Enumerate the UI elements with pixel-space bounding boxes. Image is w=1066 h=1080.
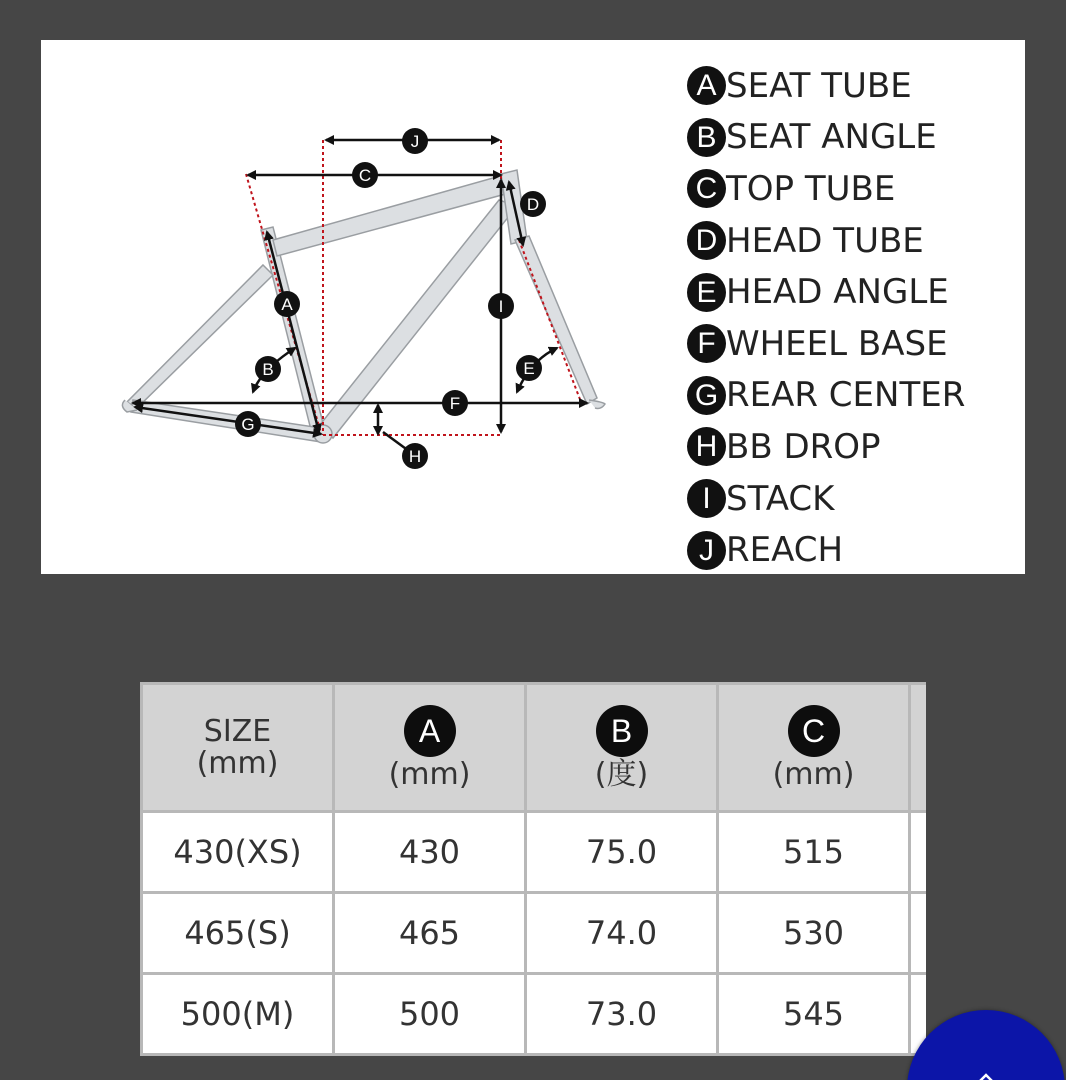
legend-item [687, 163, 1017, 215]
geometry-table-scroll[interactable] [140, 682, 926, 1066]
table-cell: 74.0 [526, 893, 718, 974]
header-unit: (mm) [196, 745, 279, 781]
legend-badge: E [687, 273, 726, 312]
label-badge-d-text: D [526, 195, 540, 214]
legend-item [687, 318, 1017, 370]
legend-label: REACH [726, 530, 844, 571]
chevron-up-icon [977, 1068, 995, 1080]
geometry-table [140, 682, 926, 1056]
header-top-tube [718, 684, 910, 812]
label-badge-f [442, 390, 468, 416]
table-cell: 545 [718, 974, 910, 1055]
label-badge-g [235, 411, 261, 437]
legend-badge: B [687, 118, 726, 157]
header-size [142, 684, 334, 812]
label-badge-i [488, 293, 514, 319]
scroll-to-top-button[interactable] [907, 1010, 1065, 1080]
label-badge-i-text: I [498, 297, 504, 316]
rear-center-arrow [135, 407, 321, 434]
table-cell: 465 [334, 893, 526, 974]
label-badge-g-text: G [241, 415, 255, 434]
dimension-legend [687, 60, 1017, 574]
legend-badge: G [687, 376, 726, 415]
table-cell: 515 [718, 812, 910, 893]
legend-label: HEAD ANGLE [726, 272, 949, 313]
seat-stay-shape [127, 265, 273, 408]
label-badge-b [255, 356, 281, 382]
label-badge-j [402, 128, 428, 154]
table-row [142, 812, 927, 893]
table-cell: 500 [334, 974, 526, 1055]
legend-item [687, 266, 1017, 318]
table-cell [910, 812, 927, 893]
table-cell: 530 [718, 893, 910, 974]
table-cell: 500(M) [142, 974, 334, 1055]
label-badge-d [520, 191, 546, 217]
legend-badge: I [687, 479, 726, 518]
legend-badge: C [687, 169, 726, 208]
label-badge-a [274, 291, 300, 317]
reference-lines [246, 140, 581, 435]
label-badge-h-text: H [408, 447, 422, 466]
header-badge: B [596, 705, 648, 757]
table-row [142, 974, 927, 1055]
table-header-row [142, 684, 927, 812]
legend-label: WHEEL BASE [726, 323, 948, 364]
legend-item [687, 473, 1017, 525]
label-badge-h [402, 443, 428, 469]
legend-label: STACK [726, 478, 835, 519]
label-badge-c [352, 162, 378, 188]
header-seat-angle [526, 684, 718, 812]
header-badge: C [788, 705, 840, 757]
label-badge-j-text: J [410, 132, 420, 151]
legend-item [687, 370, 1017, 422]
header-unit: (mm) [772, 756, 855, 792]
legend-label: TOP TUBE [726, 168, 896, 209]
header-seat-tube [334, 684, 526, 812]
header-title: SIZE [203, 713, 272, 749]
legend-label: BB DROP [726, 426, 881, 467]
geometry-diagram-panel [41, 40, 1025, 574]
label-badge-a-text: A [281, 295, 293, 314]
legend-label: HEAD TUBE [726, 220, 924, 261]
legend-badge: J [687, 531, 726, 570]
legend-item [687, 524, 1017, 574]
front-dropout-shape [589, 400, 605, 409]
legend-badge: A [687, 66, 726, 105]
legend-label: REAR CENTER [726, 375, 966, 416]
legend-label: SEAT ANGLE [726, 117, 937, 158]
legend-item [687, 60, 1017, 112]
label-badge-f-text: F [449, 394, 461, 413]
table-cell: 73.0 [526, 974, 718, 1055]
legend-item [687, 421, 1017, 473]
table-cell [910, 893, 927, 974]
table-cell: 465(S) [142, 893, 334, 974]
legend-label: SEAT TUBE [726, 65, 912, 106]
legend-badge: H [687, 427, 726, 466]
header-unit: (度) [594, 756, 649, 792]
label-badge-e [516, 355, 542, 381]
label-badge-e-text: E [523, 359, 535, 378]
table-cell: 75.0 [526, 812, 718, 893]
label-badge-c-text: C [358, 166, 372, 185]
legend-badge: D [687, 221, 726, 260]
legend-badge: F [687, 324, 726, 363]
label-badge-b-text: B [262, 360, 274, 379]
header-badge: A [404, 705, 456, 757]
table-cell: 430(XS) [142, 812, 334, 893]
legend-item [687, 215, 1017, 267]
header-unit: (mm) [388, 756, 471, 792]
legend-item [687, 112, 1017, 164]
table-cell: 430 [334, 812, 526, 893]
header-next-column [910, 684, 927, 812]
table-row [142, 893, 927, 974]
